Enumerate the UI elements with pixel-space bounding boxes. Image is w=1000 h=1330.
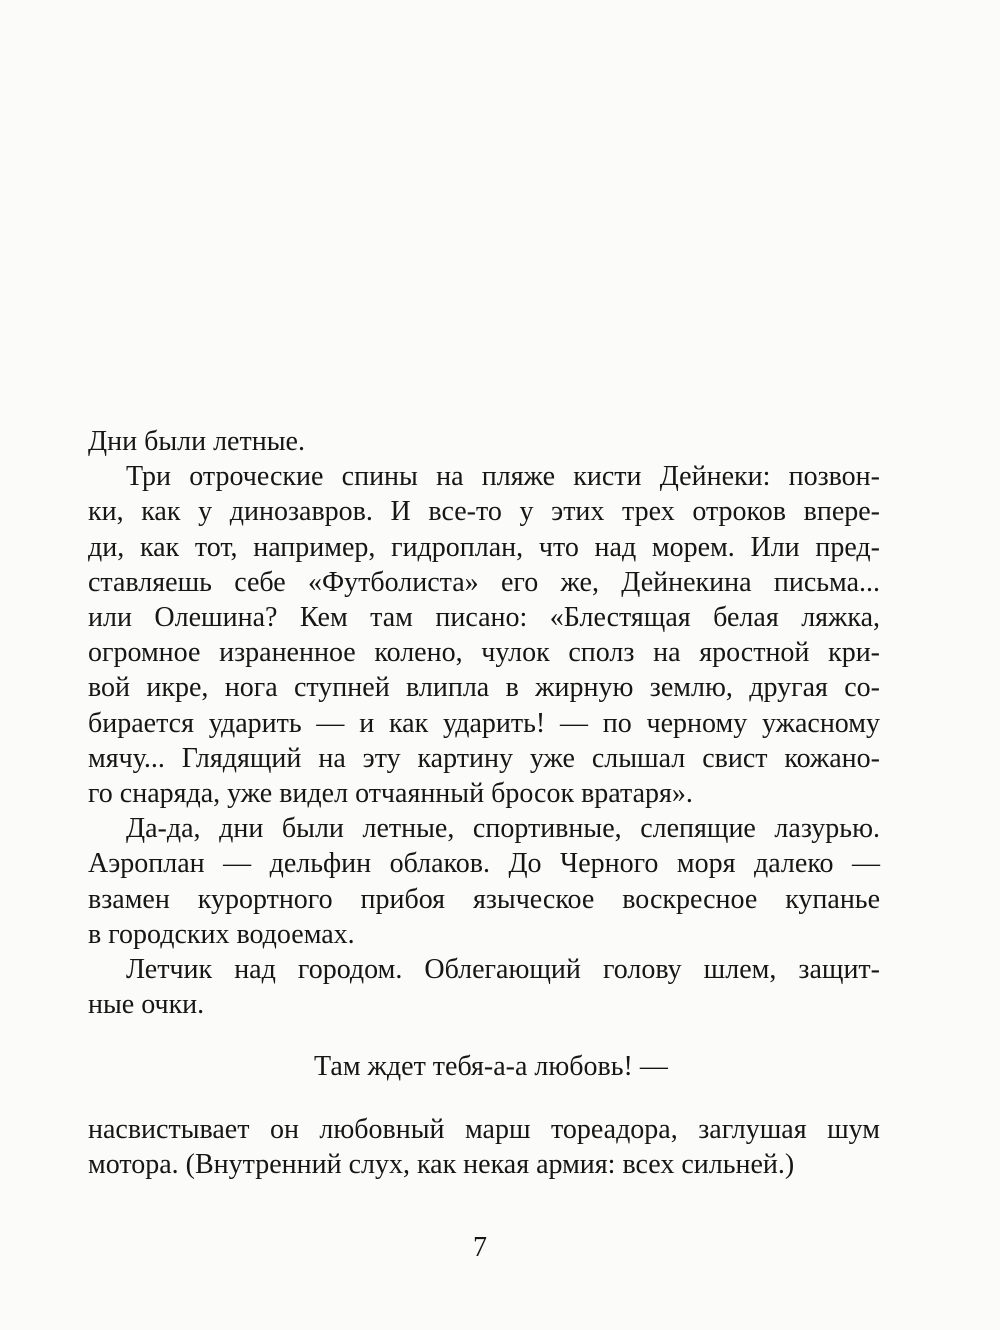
paragraph <box>88 952 880 1022</box>
text-line: го снаряда, уже видел отчаянный бросок вратаря». <box>88 778 693 810</box>
text-line: Три отроческие спины на пляже кисти Дейнеки: позвон- <box>126 461 880 493</box>
page-number: 7 <box>473 1232 487 1263</box>
spacer <box>88 1022 880 1049</box>
text-line: ки, как у динозавров. И все-то у этих трех отроков впере- <box>88 496 880 528</box>
text-line: Летчик над городом. Облегающий голову шлем, защит- <box>126 954 880 986</box>
text-line: взамен курортного прибоя языческое воскресное купанье <box>88 883 880 915</box>
text-line: Аэроплан — дельфин облаков. До Черного моря далеко — <box>88 848 880 880</box>
text-line: мотора. (Внутренний слух, как некая армия: всех сильней.) <box>88 1148 795 1180</box>
paragraph <box>88 811 880 952</box>
text-line: ные очки. <box>88 989 205 1021</box>
text-line: бирается ударить — и как ударить! — по черному ужасному <box>88 707 880 739</box>
paragraph <box>88 459 880 811</box>
page-text <box>88 424 880 1182</box>
text-line: огромное израненное колено, чулок сполз на яростной кри- <box>88 637 880 669</box>
paragraph <box>88 1112 880 1182</box>
spacer <box>88 1085 880 1112</box>
text-line: мячу... Глядящий на эту картину уже слышал свист кожано- <box>88 742 880 774</box>
show-through-text <box>90 110 915 146</box>
text-line: ставляешь себе «Футболиста» его же, Дейнекина письма... <box>88 566 880 598</box>
text-line: в городских водоемах. <box>88 918 355 950</box>
text-line: насвистывает он любовный марш тореадора, заглушая шум <box>88 1113 880 1145</box>
text-line: Дни были летные. <box>88 426 305 457</box>
text-line: вой икре, нога ступней влипла в жирную землю, другая со- <box>88 672 880 704</box>
paragraph <box>88 424 880 459</box>
text-line: или Олешина? Кем там писано: «Блестящая белая ляжка, <box>88 602 880 634</box>
text-line: Да-да, дни были летные, спортивные, слепящие лазурью. <box>126 813 880 845</box>
text-line: ди, как тот, например, гидроплан, что над морем. Или пред- <box>88 531 880 563</box>
verse-line: Там ждет тебя-а-а любовь! — <box>314 1051 668 1083</box>
